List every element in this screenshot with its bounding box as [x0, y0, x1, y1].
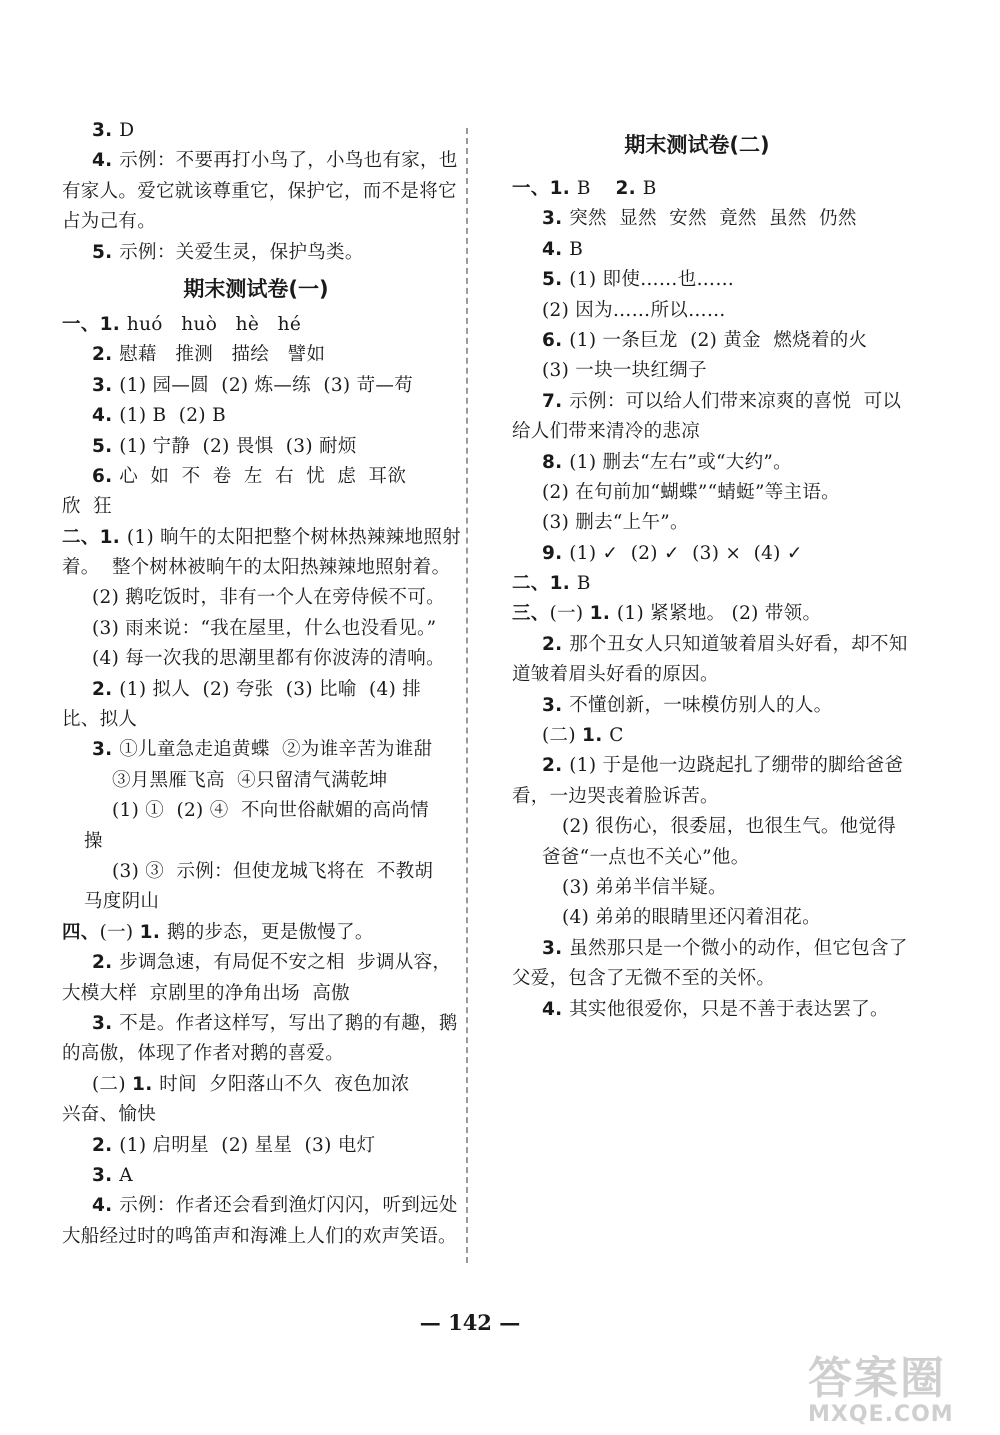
answer-line: [62, 887, 450, 917]
answer-text: (1) 宁静 (2) 畏惧 (3) 耐烦: [119, 435, 357, 457]
answer-text: (1) 园—圆 (2) 炼—练 (3) 苛—苟: [119, 374, 414, 396]
answer-text: 马度阴山: [84, 891, 160, 913]
answer-line: [512, 569, 882, 599]
question-number: 5.: [92, 241, 120, 263]
answer-text: 有家人。爱它就该尊重它，保护它，而不是将它: [62, 180, 457, 202]
answer-text: 虽然那只是一个微小的动作，但它包含了: [569, 937, 908, 959]
question-number: 4.: [542, 998, 570, 1020]
answer-line: [512, 903, 882, 933]
question-number: 6.: [542, 329, 570, 351]
answer-text: 示例：可以给人们带来凉爽的喜悦 可以: [569, 390, 902, 412]
section-heading: 期末测试卷(一): [183, 276, 329, 301]
answer-line: [512, 995, 889, 1025]
answer-line: [512, 174, 882, 204]
answer-text: 看，一边哭丧着脸诉苦。: [512, 785, 719, 807]
answer-text: huó huò hè hé: [126, 313, 302, 335]
answer-line: [62, 401, 450, 431]
answer-text: (一): [99, 921, 140, 943]
question-number: 1.: [139, 921, 167, 943]
question-number: 3.: [542, 208, 570, 230]
answer-text: 时间 夕阳落山不久 夜色加浓: [159, 1073, 410, 1095]
answer-text: (3) 雨来说：“我在屋里，什么也没看见。”: [92, 617, 437, 639]
answer-text: 示例：作者还会看到渔灯闪闪，听到远处: [119, 1195, 458, 1217]
answer-text: 示例：不要再打小鸟了，小鸟也有家，也: [119, 150, 458, 172]
answer-line: [512, 599, 882, 629]
section-marker: 三、: [512, 603, 550, 625]
answer-line: [62, 918, 450, 948]
answer-text: (二): [92, 1073, 133, 1095]
answer-line: [512, 964, 882, 994]
question-number: 3.: [92, 374, 120, 396]
answer-text: 爸爸“一点也不关心”他。: [542, 846, 750, 868]
answer-text: 大模大样 京剧里的净角出场 高傲: [62, 982, 350, 1004]
answer-line: [62, 1191, 458, 1221]
answer-column-left: [62, 116, 461, 1252]
question-number: 5.: [92, 435, 120, 457]
answer-text: (一): [549, 603, 590, 625]
answer-text: 不是。作者这样写，写出了鹅的有趣，鹅: [119, 1012, 458, 1034]
answer-line: [62, 1100, 450, 1130]
answer-line: [512, 356, 882, 386]
answer-line: [512, 204, 882, 234]
answer-text: (3) ③ 示例：但使龙城飞将在 不教胡: [112, 860, 434, 882]
answer-line: [62, 523, 461, 553]
column-divider: [466, 128, 468, 1263]
answer-line: [512, 873, 882, 903]
question-number: 4.: [542, 238, 570, 260]
question-number: 2.: [92, 678, 120, 700]
answer-line: [512, 235, 882, 265]
answer-text: 其实他很爱你，只是不善于表达罢了。: [569, 998, 889, 1020]
answer-text: B: [642, 178, 657, 199]
answer-line: [62, 1161, 450, 1191]
answer-text: (1) 启明星 (2) 星星 (3) 电灯: [119, 1134, 376, 1156]
answer-line: [512, 721, 882, 751]
question-number: 3.: [92, 739, 120, 761]
question-number: 3.: [542, 937, 570, 959]
section-marker: 一、: [512, 178, 550, 199]
answer-line: [62, 644, 450, 674]
answer-text: 不懂创新，一味模仿别人的人。: [569, 694, 833, 716]
answer-column-right: [512, 116, 908, 1025]
answer-line: [62, 979, 450, 1009]
question-number: 9.: [542, 542, 570, 564]
answer-text: (2) 因为……所以……: [542, 299, 726, 321]
question-number: 2.: [542, 755, 570, 777]
answer-text: B: [569, 238, 584, 260]
question-number: 1.: [99, 526, 127, 548]
answer-line: [62, 675, 450, 705]
answer-line: [512, 478, 882, 508]
answer-text: 兴奋、愉快: [62, 1104, 157, 1126]
question-number: 2.: [92, 952, 120, 974]
answer-line: [512, 660, 882, 690]
answer-text: 步调急速，有局促不安之相 步调从容，: [119, 952, 452, 974]
question-number: 7.: [542, 390, 570, 412]
question-number: 2.: [92, 344, 120, 366]
answer-line: [512, 265, 882, 295]
watermark-url: MXQE.COM: [808, 1402, 954, 1427]
answer-line: [62, 1070, 450, 1100]
answer-text: (1) ✓ (2) ✓ (3) × (4) ✓: [569, 542, 803, 564]
answer-line: [512, 843, 882, 873]
answer-text: (1) 拟人 (2) 夸张 (3) 比喻 (4) 排: [119, 678, 422, 700]
answer-text: (2) 在句前加“蝴蝶”“蜻蜓”等主语。: [542, 481, 840, 503]
answer-line: [512, 630, 908, 660]
answer-line: [62, 827, 450, 857]
answer-text: (1) 即使……也……: [569, 269, 735, 291]
question-number: 1.: [99, 313, 127, 335]
answer-text: ①儿童急走追黄蝶 ②为谁辛苦为谁甜: [119, 739, 433, 761]
section-marker: 一、: [62, 313, 100, 335]
question-number: 4.: [92, 1195, 120, 1217]
answer-text: (二): [542, 725, 583, 747]
answer-text: (1) 紧紧地。 (2) 带领。: [616, 603, 822, 625]
answer-line: [62, 177, 457, 207]
answer-line: [512, 326, 882, 356]
answer-line: [512, 508, 882, 538]
answer-text: A: [119, 1164, 133, 1186]
answer-text: 着。 整个树林被晌午的太阳热辣辣地照射着。: [62, 557, 451, 579]
question-number: 3.: [92, 1012, 120, 1034]
answer-line: [62, 310, 450, 340]
answer-text: (4) 弟弟的眼睛里还闪着泪花。: [562, 907, 821, 929]
answer-line: [62, 553, 450, 583]
answer-line: [62, 1222, 457, 1252]
answer-line: [62, 371, 450, 401]
section-marker: 二、: [512, 573, 550, 595]
answer-line: [62, 116, 450, 146]
answer-text: (1) ① (2) ④ 不向世俗献媚的高尚情: [112, 800, 429, 822]
answer-line: [62, 207, 450, 237]
section-heading: 期末测试卷(二): [624, 133, 770, 157]
answer-line: [62, 705, 450, 735]
answer-line: [512, 539, 882, 569]
answer-text: (1) 删去“左右”或“大约”。: [569, 451, 792, 473]
answer-line: [62, 735, 450, 765]
answer-line: [512, 934, 908, 964]
answer-text: (3) 一块一块红绸子: [542, 360, 707, 382]
question-number: 1.: [132, 1073, 160, 1095]
answer-text: 道皱着眉头好看的原因。: [512, 664, 719, 686]
answer-line: [62, 796, 450, 826]
answer-text: (1) 一条巨龙 (2) 黄金 燃烧着的火: [569, 329, 868, 351]
answer-line: [62, 1131, 450, 1161]
answer-text: (1) 于是他一边跷起扎了绷带的脚给爸爸: [569, 755, 904, 777]
answer-text: 示例：关爱生灵，保护鸟类。: [119, 241, 364, 263]
question-number: 5.: [542, 269, 570, 291]
answer-text: 鹅的步态，更是傲慢了。: [166, 921, 374, 943]
question-number: 2.: [92, 1134, 120, 1156]
answer-text: (2) 鹅吃饭时，非有一个人在旁侍候不可。: [92, 587, 445, 609]
question-number: 3.: [92, 1164, 120, 1186]
question-number: 8.: [542, 451, 570, 473]
answer-text: 操: [84, 830, 103, 852]
question-number: 1.: [589, 603, 617, 625]
answer-line: [512, 448, 882, 478]
answer-line: [512, 387, 902, 417]
answer-text: (3) 弟弟半信半疑。: [562, 876, 727, 898]
section-marker: 二、: [62, 526, 100, 548]
answer-text: 心 如 不 卷 左 右 忧 虑 耳欲: [119, 465, 407, 487]
answer-text: B: [576, 178, 616, 199]
question-number: 4.: [92, 150, 120, 172]
answer-text: 欣 狂: [62, 496, 112, 518]
answer-text: 父爱，包含了无微不至的关怀。: [512, 968, 776, 990]
answer-text: 给人们带来清冷的悲凉: [512, 421, 701, 443]
question-number: 4.: [92, 405, 120, 427]
answer-line: [62, 1039, 450, 1069]
answer-text: C: [609, 725, 624, 747]
answer-text: (1) 晌午的太阳把整个树林热辣辣地照射: [126, 526, 461, 548]
answer-line: [62, 492, 450, 522]
answer-line: [62, 583, 450, 613]
answer-line: [512, 782, 882, 812]
question-number: 2.: [615, 178, 643, 199]
answer-line: [62, 340, 450, 370]
answer-text: (3) 删去“上午”。: [542, 512, 689, 534]
answer-text: 那个丑女人只知道皱着眉头好看，却不知: [569, 633, 908, 655]
answer-text: 突然 显然 安然 竟然 虽然 仍然: [569, 208, 857, 230]
answer-text: (4) 每一次我的思潮里都有你波涛的清响。: [92, 648, 445, 670]
question-number: 6.: [92, 465, 120, 487]
question-number: 3.: [92, 120, 120, 141]
question-number: 1.: [549, 573, 577, 595]
watermark-text: 答案圈: [808, 1353, 946, 1404]
answer-line: [512, 751, 904, 781]
answer-line: [62, 948, 450, 978]
answer-line: [512, 812, 897, 842]
answer-text: 比、拟人: [62, 709, 138, 731]
answer-text: 慰藉 推测 描绘 譬如: [119, 344, 326, 366]
answer-text: D: [119, 120, 135, 141]
answer-text: ③月黑雁飞高 ④只留清气满乾坤: [112, 769, 388, 791]
question-number: 1.: [549, 178, 577, 199]
answer-line: [512, 417, 882, 447]
question-number: 1.: [582, 725, 610, 747]
watermark-logo: [808, 1355, 983, 1425]
question-number: 3.: [542, 694, 570, 716]
answer-line: [62, 766, 450, 796]
answer-text: 占为己有。: [62, 211, 157, 233]
answer-text: 大船经过时的鸣笛声和海滩上人们的欢声笑语。: [62, 1225, 457, 1247]
answer-line: [512, 691, 882, 721]
answer-text: 的高傲，体现了作者对鹅的喜爱。: [62, 1043, 345, 1065]
answer-line: [62, 432, 450, 462]
answer-line: [512, 296, 882, 326]
answer-line: [62, 857, 450, 887]
answer-line: [62, 614, 450, 644]
answer-text: (1) B (2) B: [119, 405, 226, 427]
answer-line: [62, 146, 458, 176]
answer-line: [62, 462, 450, 492]
answer-text: B: [576, 573, 591, 595]
answer-line: [62, 1009, 458, 1039]
page-number: — 142 —: [419, 1310, 521, 1335]
section-marker: 四、: [62, 921, 100, 943]
question-number: 2.: [542, 633, 570, 655]
answer-text: (2) 很伤心，很委屈，也很生气。他觉得: [562, 816, 897, 838]
answer-line: [62, 238, 450, 268]
